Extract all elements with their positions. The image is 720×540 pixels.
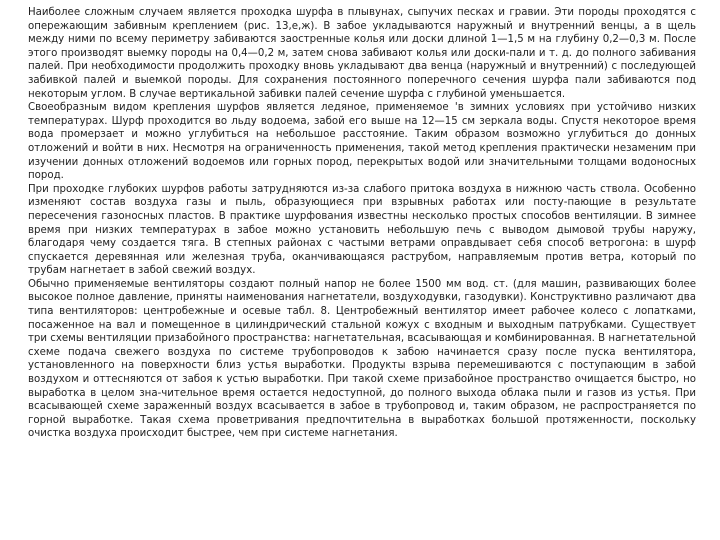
paragraph-fans: Обычно применяемые вентиляторы создают полный напор не более 1500 мм вод. ст. (для машин, развивающих более высокое полное давление, приняты наименования нагнетатели, воздуходувки, газодувки). Конструктивно различают два типа вентиляторов: центробежные и осевые табл. 8. Центробежный вентилятор имеет рабочее колесо с лопатками, посаженное на вал и помещенное в цилиндрический стальной кожух с входным и выходным патрубками. Существует три схемы вентиляции призабойного пространства: нагнетательная, всасывающая и комбинированная. В нагнетательной схеме подача свежего воздуха по системе трубопроводов к забою начинается сразу после пуска вентилятора, установленного на поверхности близ устья выработки. Продукты взрыва перемешиваются с поступающим в забой воздухом и оттесняются от забоя к устью выработки. При такой схеме призабойное пространство очищается быстро, но выработка в целом зна-чительное время остается недоступной, до полного выхода облака пыли и газов из устья. При всасывающей схеме зараженный воздух всасывается в забое в трубопровод и, таким образом, не распространяется по горной выработке. Такая схема проветривания предпочтительна в выработках большой протяженности, поскольку очистка воздуха происходит быстрее, чем при системе нагнетания. — [28, 278, 696, 440]
document-page — [28, 6, 696, 536]
paragraph-ventilation-methods: При проходке глубоких шурфов работы затрудняются из-за слабого притока воздуха в нижнюю часть ствола. Особенно изменяют состав воздуха газы и пыль, образующиеся при взрывных работах или посту-пающие в результате пересечения газоносных пластов. В практике шурфования известны несколько простых способов вентиляции. В зимнее время при низких температурах в забое можно установить небольшую печь с выводом дымовой трубы наружу, благодаря чему создается тяга. В степных районах с частыми ветрами оправдывает себя способ ветрогона: в шурф спускается деревянная или железная труба, оканчивающаяся раструбом, направляемым против ветра, который по трубам нагнетает в забой свежий воздух. — [28, 183, 696, 277]
paragraph-timbering: Наиболее сложным случаем является проходка шурфа в плывунах, сыпучих песках и гравии. Эти породы проходятся с опережающим забивным креплением (рис. 13,е,ж). В забое укладываются наружный и внутренний венцы, а в щель между ними по всему периметру забиваются заостренные колья или доски длиной 1—1,5 м на глубину 0,2—0,3 м. После этого производят выемку породы на 0,4—0,2 м, затем снова забивают колья или доски-пали и т. д. до полного забивания палей. При необходимости продолжить проходку вновь укладывают два венца (наружный и внутренний) с последующей забивкой палей и выемкой породы. Для сохранения постоянного поперечного сечения шурфа пали забиваются под некоторым углом. В случае вертикальной забивки палей сечение шурфа с глубиной уменьшается. — [28, 7, 696, 100]
paragraph-ice-support: Своеобразным видом крепления шурфов является ледяное, применяемое 'в зимних условиях при устойчиво низких температурах. Шурф проходится во льду водоема, забой его выше на 12—15 см зеркала воды. Спустя некоторое время вода промерзает и можно углубиться на небольшое расстояние. Таким образом возможно углубиться до донных отложений и войти в них. Несмотря на ограниченность применения, такой метод крепления практически незаменим при изучении донных отложений водоемов или горных пород, перекрытых водой или значительными толщами водоносных пород. — [28, 102, 696, 182]
